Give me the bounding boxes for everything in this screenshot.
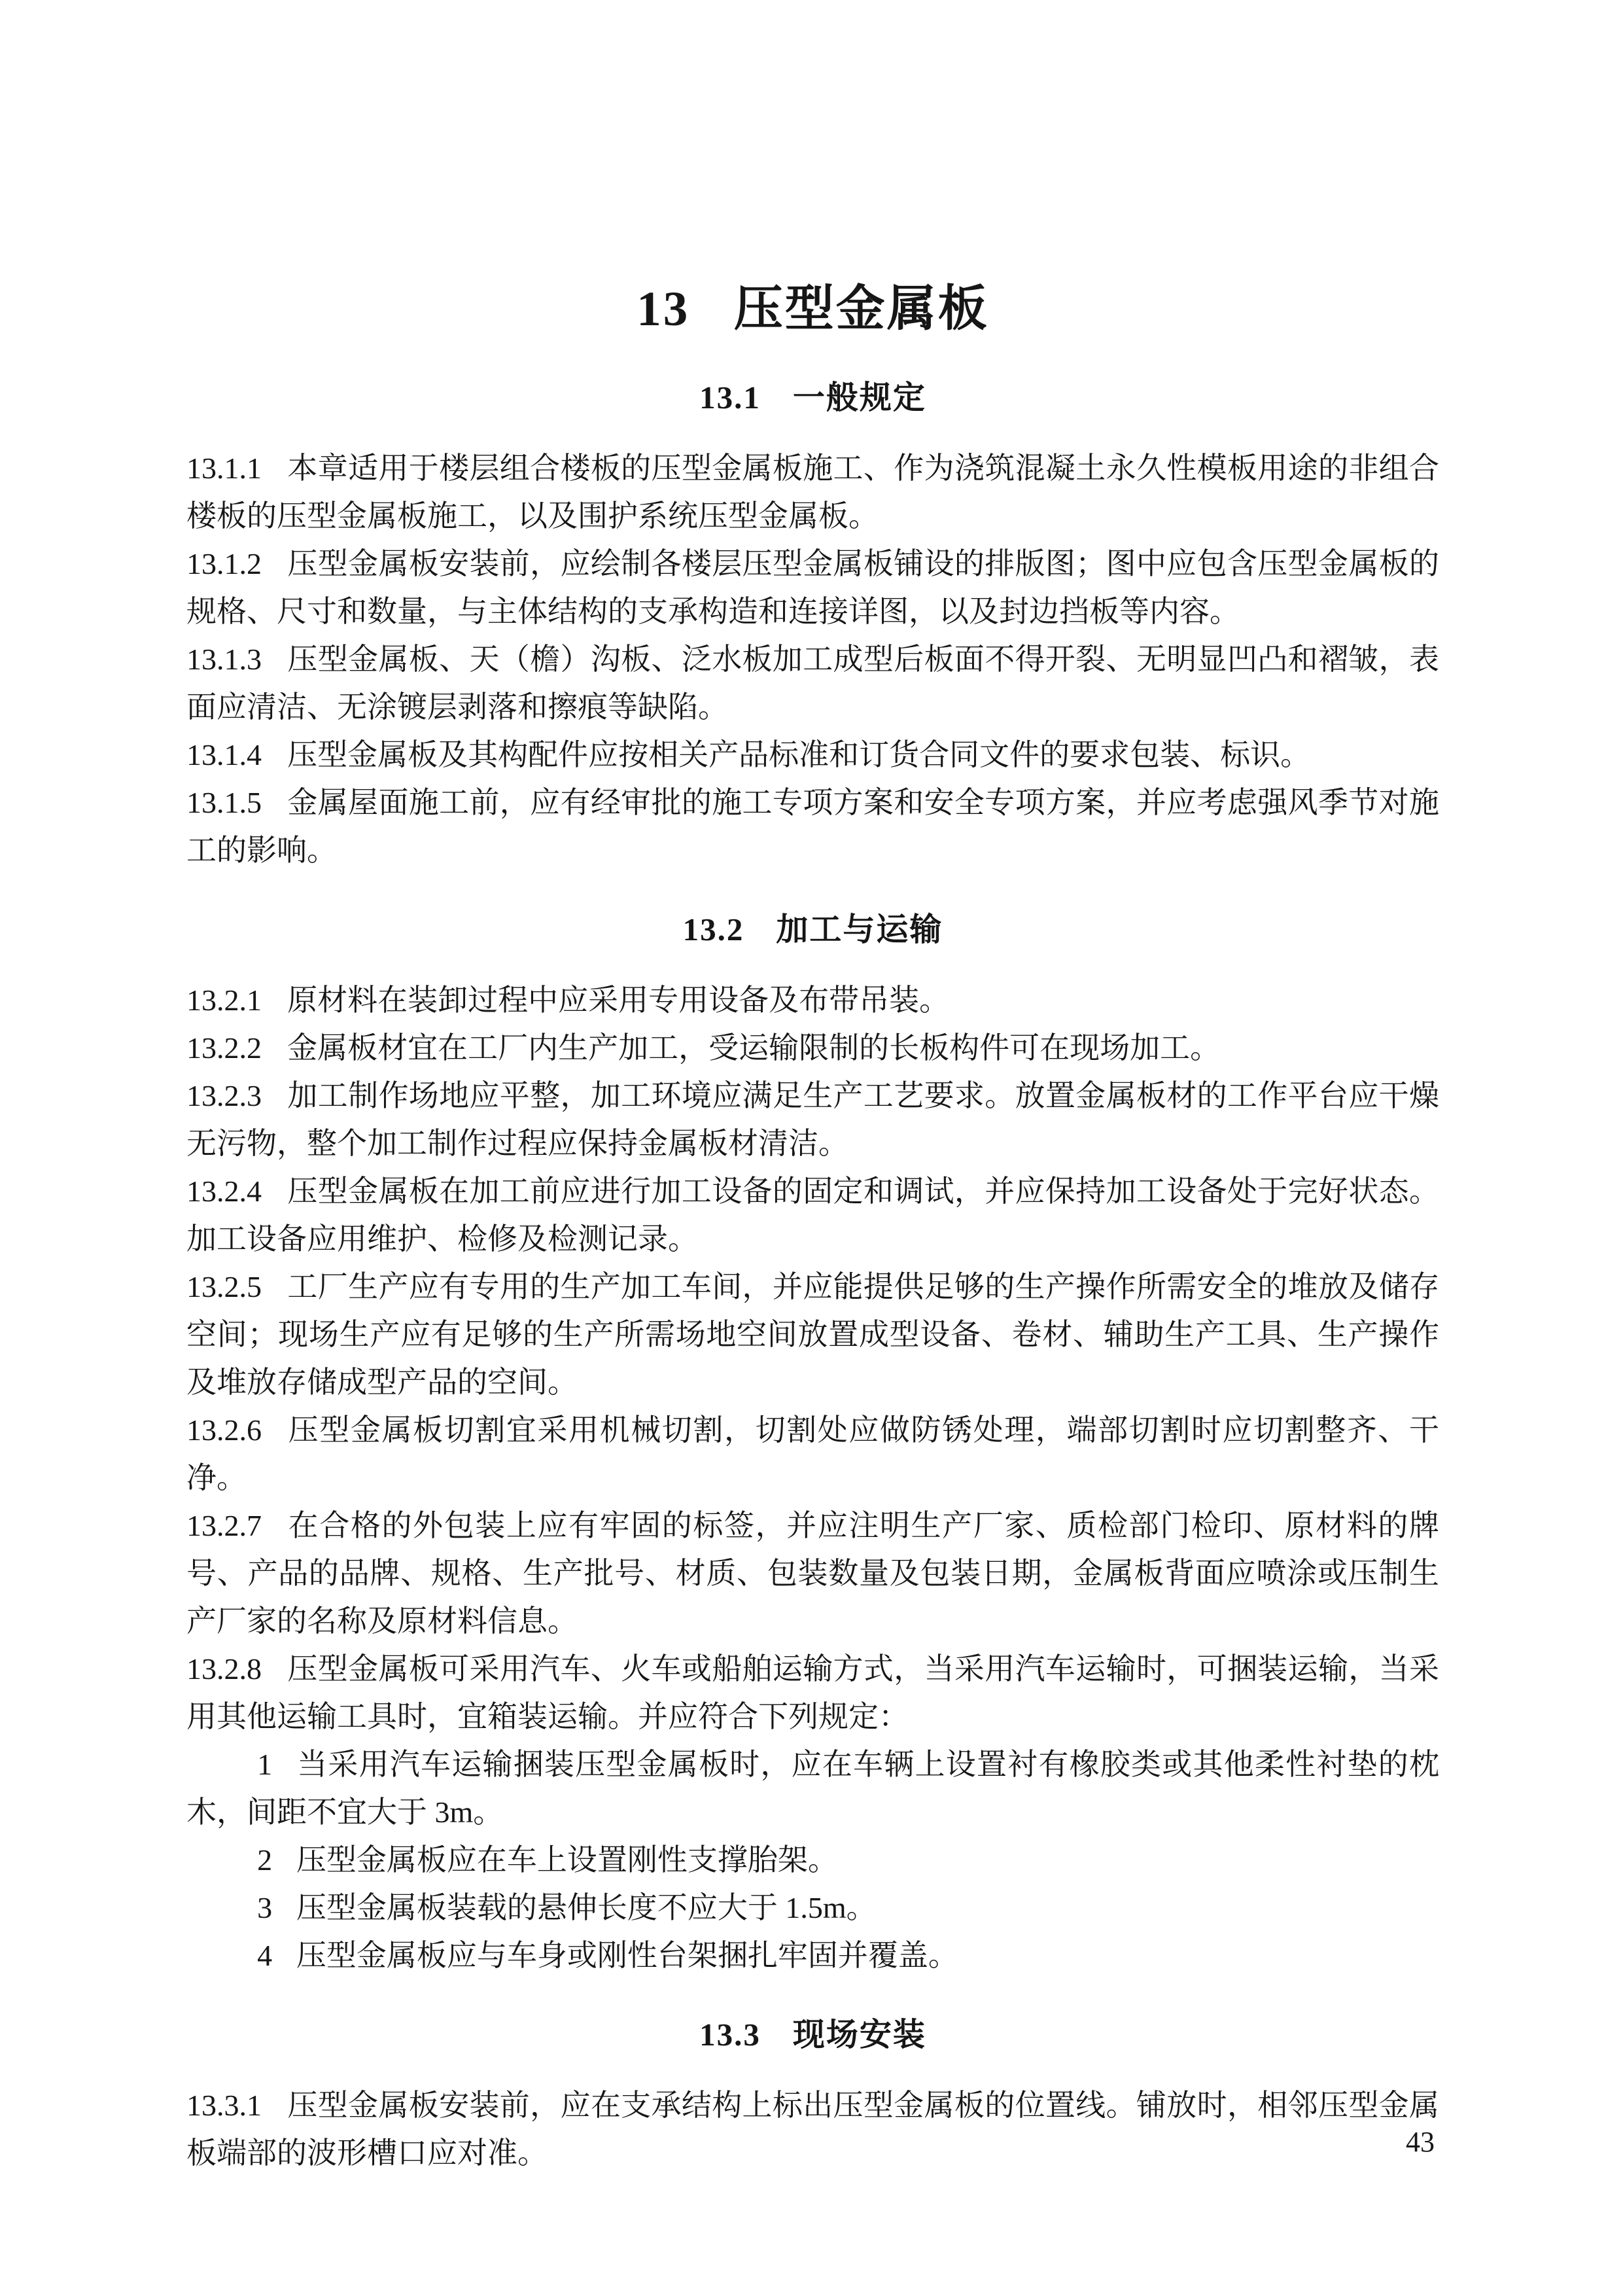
chapter-name: 压型金属板: [733, 282, 989, 336]
subclause-13-2-8-4: [186, 1932, 1439, 1979]
clause-number: 13.1.2: [186, 547, 262, 580]
clause-13-2-3: [186, 1072, 1439, 1167]
clause-text: 原材料在装卸过程中应采用专用设备及布带吊装。: [287, 983, 950, 1017]
clause-13-1-2: [186, 540, 1439, 635]
section-title: 一般规定: [792, 380, 926, 415]
subclause-text: 压型金属板应在车上设置刚性支撑胎架。: [296, 1843, 838, 1877]
subclause-number: 4: [257, 1939, 273, 1972]
clause-number: 13.1.5: [186, 786, 262, 819]
clause-13-2-1: [186, 976, 1439, 1024]
page-content: [0, 270, 1623, 2177]
clause-13-1-4: [186, 731, 1439, 779]
section-heading-13-2: [186, 904, 1439, 950]
subclause-13-2-8-2: [186, 1836, 1439, 1884]
subclause-number: 1: [257, 1748, 273, 1781]
clause-text: 压型金属板在加工前应进行加工设备的固定和调试，并应保持加工设备处于完好状态。加工设备应用维护、检修及检测记录。: [186, 1174, 1439, 1256]
clause-13-2-5: [186, 1263, 1439, 1406]
subclause-number: 2: [257, 1843, 273, 1877]
clause-text: 压型金属板安装前，应在支承结构上标出压型金属板的位置线。铺放时，相邻压型金属板端部的波形槽口应对准。: [186, 2089, 1439, 2170]
clause-13-2-2: [186, 1024, 1439, 1072]
section-title: 加工与运输: [776, 911, 943, 947]
clause-number: 13.1.1: [186, 451, 262, 485]
clause-number: 13.1.3: [186, 643, 262, 676]
section-heading-13-3: [186, 2009, 1439, 2055]
subclause-13-2-8-3: [186, 1884, 1439, 1932]
clause-number: 13.2.5: [186, 1270, 262, 1303]
clause-number: 13.2.2: [186, 1031, 262, 1065]
clause-13-1-3: [186, 635, 1439, 731]
subclause-number: 3: [257, 1891, 273, 1924]
clause-text: 压型金属板安装前，应绘制各楼层压型金属板铺设的排版图；图中应包含压型金属板的规格、尺寸和数量，与主体结构的支承构造和连接详图，以及封边挡板等内容。: [186, 547, 1439, 628]
clause-text: 在合格的外包装上应有牢固的标签，并应注明生产厂家、质检部门检印、原材料的牌号、产品的品牌、规格、生产批号、材质、包装数量及包装日期，金属板背面应喷涂或压制生产厂家的名称及原材料信息。: [186, 1509, 1439, 1638]
subclause-text: 当采用汽车运输捆装压型金属板时，应在车辆上设置衬有橡胶类或其他柔性衬垫的枕木，间距不宜大于 3m。: [186, 1748, 1439, 1829]
clause-text: 工厂生产应有专用的生产加工车间，并应能提供足够的生产操作所需安全的堆放及储存空间；现场生产应有足够的生产所需场地空间放置成型设备、卷材、辅助生产工具、生产操作及堆放存储成型产品的空间。: [186, 1270, 1439, 1399]
chapter-title: [186, 270, 1439, 340]
subclause-13-2-8-1: [186, 1740, 1439, 1836]
clause-13-1-1: [186, 444, 1439, 540]
subclause-text: 压型金属板装载的悬伸长度不应大于 1.5m。: [296, 1891, 877, 1924]
clause-number: 13.3.1: [186, 2089, 262, 2122]
section-number: 13.1: [699, 380, 761, 415]
clause-text: 本章适用于楼层组合楼板的压型金属板施工、作为浇筑混凝土永久性模板用途的非组合楼板的压型金属板施工，以及围护系统压型金属板。: [186, 451, 1439, 533]
clause-number: 13.2.8: [186, 1652, 262, 1686]
section-title: 现场安装: [792, 2017, 926, 2053]
clause-text: 金属屋面施工前，应有经审批的施工专项方案和安全专项方案，并应考虑强风季节对施工的影响。: [186, 786, 1439, 867]
clause-text: 压型金属板、天（檐）沟板、泛水板加工成型后板面不得开裂、无明显凹凸和褶皱，表面应清洁、无涂镀层剥落和擦痕等缺陷。: [186, 643, 1439, 724]
section-number: 13.2: [682, 911, 744, 947]
section-heading-13-1: [186, 372, 1439, 418]
subclause-text: 压型金属板应与车身或刚性台架捆扎牢固并覆盖。: [296, 1939, 958, 1972]
clause-number: 13.2.7: [186, 1509, 262, 1542]
clause-13-2-7: [186, 1502, 1439, 1645]
clause-13-2-4: [186, 1167, 1439, 1263]
clause-13-2-8: [186, 1645, 1439, 1740]
clause-text: 加工制作场地应平整，加工环境应满足生产工艺要求。放置金属板材的工作平台应干燥无污物，整个加工制作过程应保持金属板材清洁。: [186, 1079, 1439, 1160]
clause-13-2-6: [186, 1406, 1439, 1502]
section-number: 13.3: [699, 2017, 761, 2053]
clause-13-1-5: [186, 779, 1439, 874]
page-number: 43: [1406, 2126, 1435, 2158]
chapter-number: 13: [637, 282, 690, 336]
clause-text: 压型金属板切割宜采用机械切割，切割处应做防锈处理，端部切割时应切割整齐、干净。: [186, 1413, 1439, 1494]
clause-number: 13.1.4: [186, 738, 262, 771]
clause-text: 压型金属板可采用汽车、火车或船舶运输方式，当采用汽车运输时，可捆装运输，当采用其他运输工具时，宜箱装运输。并应符合下列规定：: [186, 1652, 1439, 1733]
clause-number: 13.2.1: [186, 983, 262, 1017]
clause-number: 13.2.6: [186, 1413, 262, 1447]
clause-13-3-1: [186, 2081, 1439, 2177]
clause-text: 压型金属板及其构配件应按相关产品标准和订货合同文件的要求包装、标识。: [287, 738, 1311, 771]
clause-text: 金属板材宜在工厂内生产加工，受运输限制的长板构件可在现场加工。: [287, 1031, 1221, 1065]
clause-number: 13.2.4: [186, 1174, 262, 1208]
clause-number: 13.2.3: [186, 1079, 262, 1112]
